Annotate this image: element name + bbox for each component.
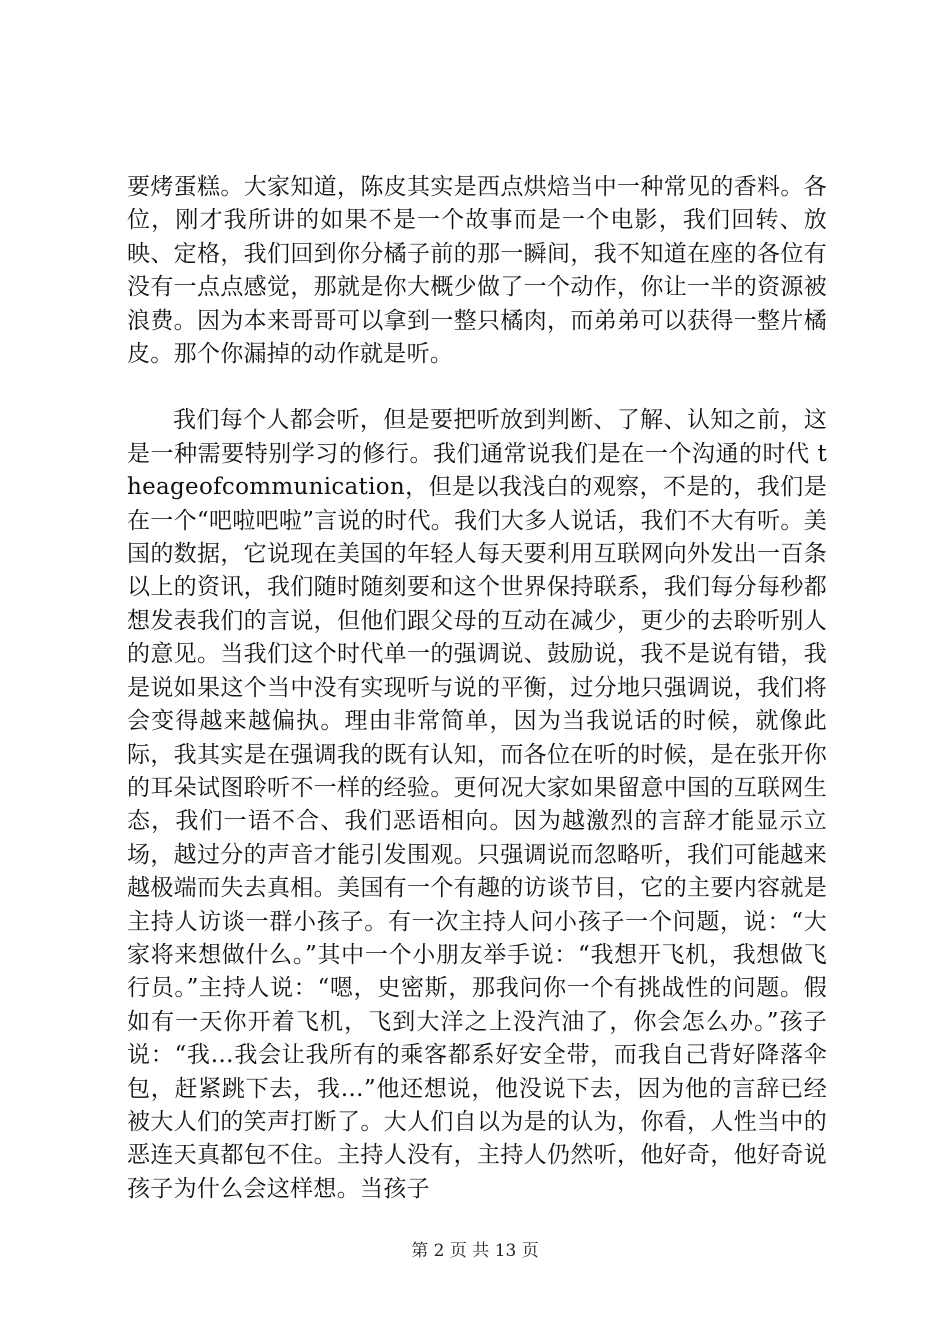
page-number-footer: 第 2 页 共 13 页	[411, 1241, 539, 1261]
document-body	[127, 171, 827, 1206]
paragraph: 我们每个人都会听，但是要把听放到判断、了解、认知之前，这是一种需要特别学习的修行。我们通常说我们是在一个沟通的时代 theageofcommunication，但是以我浅白的观察，不是的，我们是在一个“吧啦吧啦”言说的时代。我们大多人说话，我们不大有听。美国的数据，它说现在美国的年轻人每天要利用互联网向外发出一百条以上的资讯，我们随时随刻要和这个世界保持联系，我们每分每秒都想发表我们的言说，但他们跟父母的互动在减少，更少的去聆听别人的意见。当我们这个时代单一的强调说、鼓励说，我不是说有错，我是说如果这个当中没有实现听与说的平衡，过分地只强调说，我们将会变得越来越偏执。理由非常简单，因为当我说话的时候，就像此际，我其实是在强调我的既有认知，而各位在听的时候，是在张开你的耳朵试图聆听不一样的经验。更何况大家如果留意中国的互联网生态，我们一语不合、我们恶语相向。因为越激烈的言辞才能显示立场，越过分的声音才能引发围观。只强调说而忽略听，我们可能越来越极端而失去真相。美国有一个有趣的访谈节目，它的主要内容就是主持人访谈一群小孩子。有一次主持人问小孩子一个问题，说：“大家将来想做什么。”其中一个小朋友举手说：“我想开飞机，我想做飞行员。”主持人说：“嗯，史密斯，那我问你一个有挑战性的问题。假如有一天你开着飞机，飞到大洋之上没汽油了，你会怎么办。”孩子说：“我…我会让我所有的乘客都系好安全带，而我自己背好降落伞包，赶紧跳下去，我…”他还想说，他没说下去，因为他的言辞已经被大人们的笑声打断了。大人们自以为是的认为，你看，人性当中的恶连天真都包不住。主持人没有，主持人仍然听，他好奇，他好奇说孩子为什么会这样想。当孩子	[127, 407, 827, 1202]
paragraph-continued: 要烤蛋糕。大家知道，陈皮其实是西点烘焙当中一种常见的香料。各位，刚才我所讲的如果不是一个故事而是一个电影，我们回转、放映、定格，我们回到你分橘子前的那一瞬间，我不知道在座的各位有没有一点点感觉，那就是你大概少做了一个动作，你让一半的资源被浪费。因为本来哥哥可以拿到一整只橘肉，而弟弟可以获得一整片橘皮。那个你漏掉的动作就是听。	[127, 174, 827, 368]
